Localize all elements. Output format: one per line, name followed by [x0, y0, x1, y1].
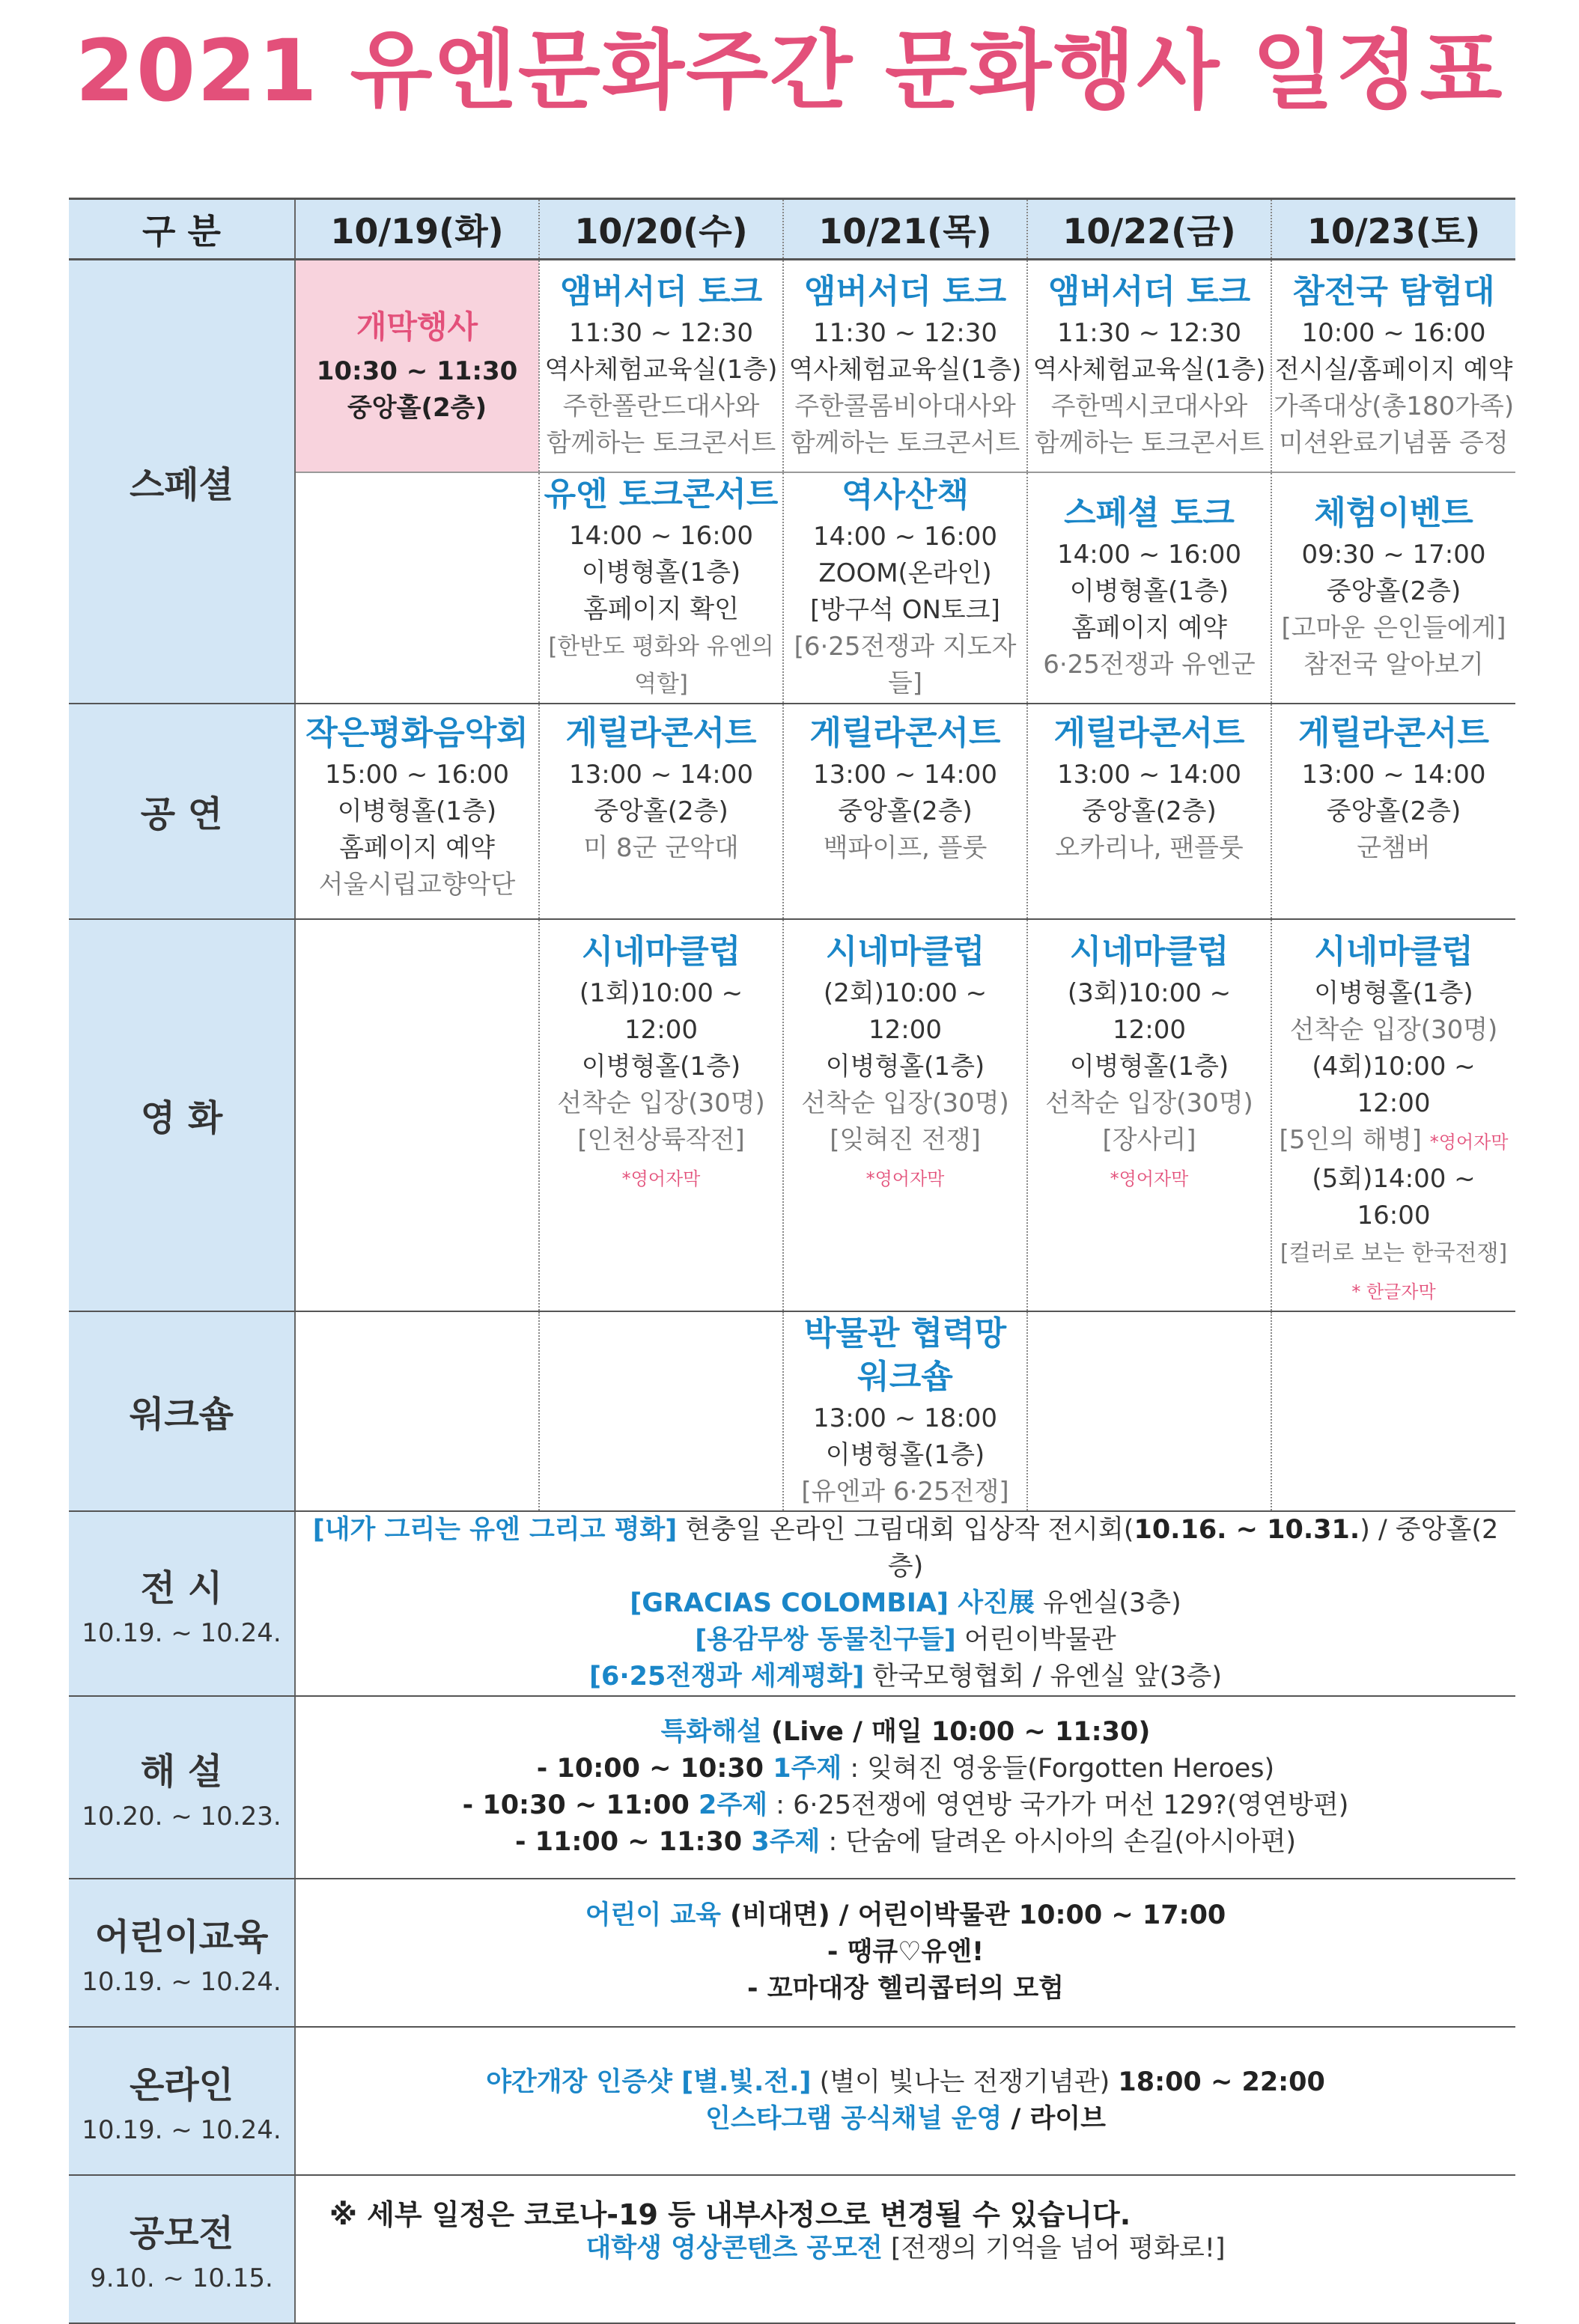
row-label-kids: 어린이교육 10.19. ~ 10.24. — [69, 1879, 295, 2027]
commentary-line: - 10:30 ~ 11:00 2주제 : 6·25전쟁에 영연방 국가가 머선 129?(영연방편) — [462, 1790, 1349, 1820]
commentary-line: - 11:00 ~ 11:30 3주제 : 단숨에 달려온 아시아의 손길(아시아편) — [514, 1826, 1297, 1857]
row-label-commentary: 해 설 10.20. ~ 10.23. — [69, 1696, 295, 1879]
header-category: 구 분 — [69, 199, 295, 260]
exhibit-row — [69, 1511, 1515, 1696]
commentary-row — [69, 1696, 1515, 1879]
event-cell: 체험이벤트 09:30 ~ 17:00 중앙홀(2층) [고마운 은인들에게] 참전국 알아보기 — [1271, 472, 1515, 704]
commentary-line: - 10:00 ~ 10:30 1주제 : 잊혀진 영웅들(Forgotten Heroes) — [536, 1753, 1275, 1784]
header-row — [69, 199, 1515, 260]
event-cell: 시네마클럽 이병형홀(1층) 선착순 입장(30명) (4회)10:00 ~ 12:00 [5인의 해병] *영어자막 (5회)14:00 ~ 16:00 [컬러로 보는 한국전쟁] * 한글자막 — [1271, 919, 1515, 1311]
kids-row — [69, 1879, 1515, 2027]
event-cell: 유엔 토크콘서트 14:00 ~ 16:00 이병형홀(1층) 홈페이지 확인 [한반도 평화와 유엔의 역할] — [539, 472, 783, 704]
opening-event: 개막행사 10:30 ~ 11:30 중앙홀(2층) — [295, 260, 539, 472]
workshop-row — [69, 1311, 1515, 1511]
performance-row — [69, 704, 1515, 919]
event-cell: 게릴라콘서트 13:00 ~ 14:00 중앙홀(2층) 미 8군 군악대 — [539, 704, 783, 919]
empty-cell — [295, 919, 539, 1311]
event-cell: 스페셜 토크 14:00 ~ 16:00 이병형홀(1층) 홈페이지 예약 6·25전쟁과 유엔군 — [1027, 472, 1271, 704]
event-cell: 앰버서더 토크 11:30 ~ 12:30 역사체험교육실(1층) 주한폴란드대사와 함께하는 토크콘서트 — [539, 260, 783, 472]
event-cell: 참전국 탐험대 10:00 ~ 16:00 전시실/홈페이지 예약 가족대상(총180가족) 미션완료기념품 증정 — [1271, 260, 1515, 472]
event-cell: 게릴라콘서트 13:00 ~ 14:00 중앙홀(2층) 오카리나, 팬플룻 — [1027, 704, 1271, 919]
row-label-special: 스페셜 — [69, 260, 295, 704]
event-cell: 박물관 협력망 워크숍 13:00 ~ 18:00 이병형홀(1층) [유엔과 6·25전쟁] — [783, 1311, 1027, 1511]
exhibit-line: [용감무쌍 동물친구들] 어린이박물관 — [695, 1624, 1116, 1655]
kids-details: 어린이 교육 (비대면) / 어린이박물관 10:00 ~ 17:00 - 땡큐♡유엔! - 꼬마대장 헬리콥터의 모험 — [295, 1879, 1515, 2027]
row-label-movie: 영 화 — [69, 919, 295, 1311]
special-row-morning — [69, 260, 1515, 472]
event-cell: 게릴라콘서트 13:00 ~ 14:00 중앙홀(2층) 군챔버 — [1271, 704, 1515, 919]
row-label-online: 온라인 10.19. ~ 10.24. — [69, 2027, 295, 2175]
contest-details: 대학생 영상콘텐츠 공모전 [전쟁의 기억을 넘어 평화로!] — [295, 2175, 1515, 2323]
empty-cell — [539, 1311, 783, 1511]
header-day: 10/22(금) — [1027, 199, 1271, 260]
header-day: 10/23(토) — [1271, 199, 1515, 260]
exhibit-line: [내가 그리는 유엔 그리고 평화] 현충일 온라인 그림대회 입상작 전시회(10.16. ~ 10.31.) / 중앙홀(2층) — [312, 1514, 1499, 1582]
event-cell: 작은평화음악회 15:00 ~ 16:00 이병형홀(1층) 홈페이지 예약 서울시립교향악단 — [295, 704, 539, 919]
exhibit-line: [GRACIAS COLOMBIA] 사진展 유엔실(3층) — [630, 1588, 1181, 1618]
event-cell: 시네마클럽 (2회)10:00 ~ 12:00 이병형홀(1층) 선착순 입장(30명) [잊혀진 전쟁] *영어자막 — [783, 919, 1027, 1311]
header-day: 10/21(목) — [783, 199, 1027, 260]
row-label-contest: 공모전 9.10. ~ 10.15. — [69, 2175, 295, 2323]
event-cell: 앰버서더 토크 11:30 ~ 12:30 역사체험교육실(1층) 주한콜롬비아대사와 함께하는 토크콘서트 — [783, 260, 1027, 472]
row-label-workshop: 워크숍 — [69, 1311, 295, 1511]
row-label-performance: 공 연 — [69, 704, 295, 919]
empty-cell — [295, 1311, 539, 1511]
exhibit-line: [6·25전쟁과 세계평화] 한국모형협회 / 유엔실 앞(3층) — [589, 1661, 1222, 1692]
event-cell: 시네마클럽 (1회)10:00 ~ 12:00 이병형홀(1층) 선착순 입장(30명) [인천상륙작전] *영어자막 — [539, 919, 783, 1311]
empty-cell — [1271, 1311, 1515, 1511]
event-cell: 게릴라콘서트 13:00 ~ 14:00 중앙홀(2층) 백파이프, 플룻 — [783, 704, 1027, 919]
schedule-table — [69, 198, 1515, 2324]
event-cell: 앰버서더 토크 11:30 ~ 12:30 역사체험교육실(1층) 주한멕시코대사와 함께하는 토크콘서트 — [1027, 260, 1271, 472]
online-row — [69, 2027, 1515, 2175]
header-day: 10/19(화) — [295, 199, 539, 260]
commentary-details: 특화해설 (Live / 매일 10:00 ~ 11:30) - 10:00 ~ 10:30 1주제 : 잊혀진 영웅들(Forgotten Heroes) - 10:30 ~ 11:00 2주제 : 6·25전쟁에 영연방 국가가 머선 129?(영연방편) - 11:00 ~ 11:30 3주제 : 단숨에 달려온 아시아의 손길(아시아편) — [295, 1696, 1515, 1879]
header-day: 10/20(수) — [539, 199, 783, 260]
event-cell: 역사산책 14:00 ~ 16:00 ZOOM(온라인) [방구석 ON토크] [6·25전쟁과 지도자들] — [783, 472, 1027, 704]
movie-row — [69, 919, 1515, 1311]
footnote: ※ 세부 일정은 코로나-19 등 내부사정으로 변경될 수 있습니다. — [329, 2198, 1131, 2231]
online-details: 야간개장 인증샷 [별.빛.전.] (별이 빛나는 전쟁기념관) 18:00 ~ 22:00 인스타그램 공식채널 운영 / 라이브 — [295, 2027, 1515, 2175]
page-title: 2021 유엔문화주간 문화행사 일정표 — [75, 21, 1504, 121]
empty-cell — [295, 472, 539, 704]
empty-cell — [1027, 1311, 1271, 1511]
exhibit-details — [295, 1511, 1515, 1696]
event-cell: 시네마클럽 (3회)10:00 ~ 12:00 이병형홀(1층) 선착순 입장(30명) [장사리] *영어자막 — [1027, 919, 1271, 1311]
row-label-exhibit: 전 시 10.19. ~ 10.24. — [69, 1511, 295, 1696]
